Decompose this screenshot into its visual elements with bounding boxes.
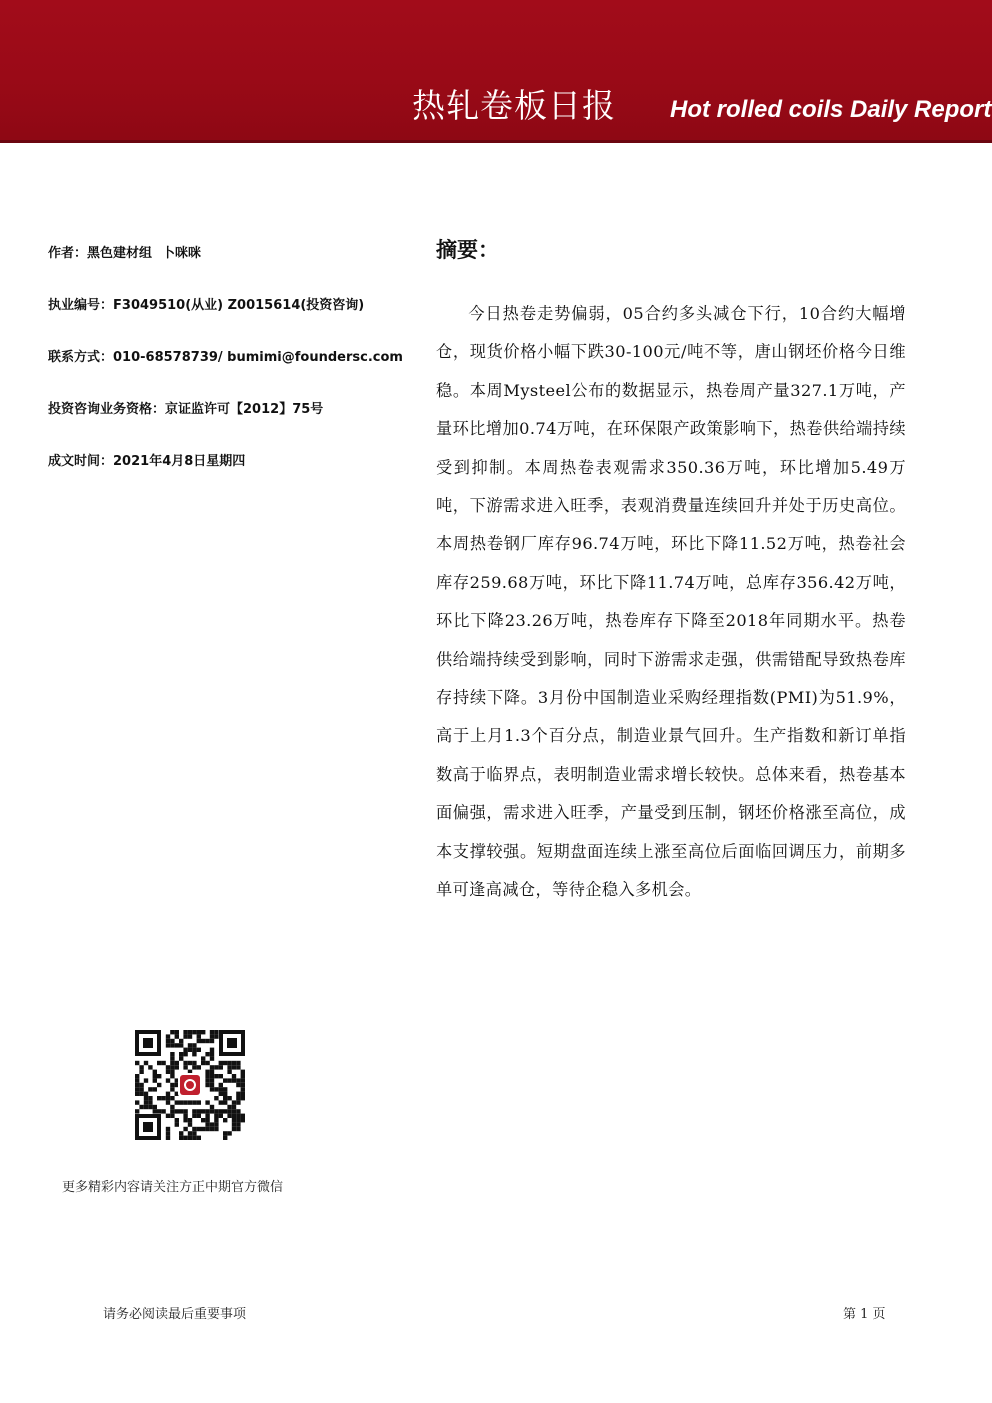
qr-module xyxy=(227,1109,231,1113)
qr-module xyxy=(205,1039,209,1043)
qr-module xyxy=(166,1100,170,1104)
qr-module xyxy=(170,1061,174,1065)
qr-module xyxy=(214,1034,218,1038)
qr-module xyxy=(236,1122,240,1126)
qr-module xyxy=(148,1065,152,1069)
license-value: F3049510(从业) Z0015614(投资咨询) xyxy=(113,298,365,313)
license-line xyxy=(48,296,364,316)
qr-module xyxy=(214,1030,218,1034)
qr-module xyxy=(205,1083,209,1087)
qr-module xyxy=(192,1052,196,1056)
qr-module xyxy=(210,1030,214,1034)
qr-module xyxy=(214,1065,218,1069)
qr-module xyxy=(183,1052,187,1056)
abstract-body: 今日热卷走势偏弱，05合约多头减仓下行，10合约大幅增仓，现货价格小幅下跌30-100元/吨不等，唐山钢坯价格今日维稳。本周Mysteel公布的数据显示，热卷周产量327.1万吨，产量环比增加0.74万吨，在环保限产政策影响下，热卷供给端持续受到抑制。本周热卷表观需求350.36万吨，环比增加5.49万吨，下游需求进入旺季，表观消费量连续回升并处于历史高位。本周热卷钢厂库存96.74万吨，环比下降11.52万吨，热卷社会库存259.68万吨，环比下降11.74万吨，总库存356.42万吨，环比下降23.26万吨，热卷库存下降至2018年同期水平。热卷供给端持续受到影响，同时下游需求走强，供需错配导致热卷库存持续下降。3月份中国制造业采购经理指数(PMI)为51.9%，高于上月1.3个百分点，制造业景气回升。生产指数和新订单指数高于临界点，表明制造业需求增长较快。总体来看，热卷基本面偏强，需求进入旺季，产量受到压制，钢坯价格涨至高位，成本支撑较强。短期盘面连续上涨至高位后面临回调压力，前期多单可逢高减仓，等待企稳入多机会。 xyxy=(436,304,906,900)
qr-module xyxy=(219,1083,223,1087)
qr-module xyxy=(197,1048,201,1052)
qr-module xyxy=(210,1048,214,1052)
qr-module xyxy=(223,1087,227,1091)
qr-module xyxy=(232,1105,236,1109)
qr-module xyxy=(223,1096,227,1100)
qualification-label: 投资咨询业务资格： xyxy=(48,402,166,417)
qr-module xyxy=(232,1114,236,1118)
qr-module xyxy=(183,1114,187,1118)
qr-module xyxy=(192,1114,196,1118)
author-label: 作者： xyxy=(48,246,88,261)
qr-module xyxy=(188,1048,192,1052)
qr-module xyxy=(170,1096,174,1100)
qr-module xyxy=(236,1100,240,1104)
qr-module xyxy=(183,1034,187,1038)
header-divider xyxy=(0,140,992,143)
qr-module xyxy=(166,1131,170,1135)
qr-module xyxy=(188,1030,192,1034)
qualification-value: 京证监许可【2012】75号 xyxy=(165,402,324,417)
qr-module xyxy=(135,1083,139,1087)
qr-module xyxy=(170,1043,174,1047)
qr-module xyxy=(157,1083,161,1087)
qr-module xyxy=(192,1136,196,1140)
qr-module xyxy=(161,1096,165,1100)
qr-module xyxy=(153,1087,157,1091)
qr-module xyxy=(175,1034,179,1038)
qr-module xyxy=(201,1056,205,1060)
qr-module xyxy=(214,1127,218,1131)
qr-module xyxy=(201,1039,205,1043)
qr-module xyxy=(210,1087,214,1091)
qr-module xyxy=(192,1030,196,1034)
qr-module xyxy=(232,1078,236,1082)
qr-module xyxy=(223,1061,227,1065)
qr-module xyxy=(236,1114,240,1118)
qr-module xyxy=(223,1092,227,1096)
qr-module xyxy=(205,1127,209,1131)
qr-module xyxy=(139,1070,143,1074)
qr-module xyxy=(135,1100,139,1104)
qr-module xyxy=(179,1052,183,1056)
qr-module xyxy=(135,1074,139,1078)
qr-module xyxy=(197,1039,201,1043)
qr-module xyxy=(170,1052,174,1056)
qr-module xyxy=(175,1122,179,1126)
qr-module xyxy=(241,1092,245,1096)
qr-module xyxy=(236,1109,240,1113)
qr-module xyxy=(175,1061,179,1065)
qr-module xyxy=(144,1105,148,1109)
qr-module xyxy=(161,1109,165,1113)
qr-module xyxy=(219,1065,223,1069)
qr-module xyxy=(205,1122,209,1126)
qr-module xyxy=(170,1083,174,1087)
footer-notice: 请务必阅读最后重要事项 xyxy=(103,1307,247,1322)
brand-logo-icon xyxy=(180,1075,200,1095)
qr-module xyxy=(201,1109,205,1113)
qr-module xyxy=(183,1065,187,1069)
qr-module xyxy=(205,1061,209,1065)
contact-label: 联系方式： xyxy=(48,350,114,365)
qr-module xyxy=(205,1100,209,1104)
qr-module xyxy=(232,1100,236,1104)
qualification-line xyxy=(48,400,323,420)
qr-module xyxy=(144,1061,148,1065)
qr-module xyxy=(236,1092,240,1096)
qr-module xyxy=(197,1127,201,1131)
report-title-cn: 热轧卷板日报 xyxy=(412,86,616,125)
date-label: 成文时间： xyxy=(48,454,114,469)
qr-module xyxy=(236,1083,240,1087)
author-name: 卜咪咪 xyxy=(162,246,202,261)
qr-module xyxy=(170,1039,174,1043)
qr-caption: 更多精彩内容请关注方正中期官方微信 xyxy=(62,1180,284,1195)
qr-module xyxy=(192,1100,196,1104)
qr-module xyxy=(183,1048,187,1052)
wechat-qr-code xyxy=(135,1030,245,1140)
qr-module xyxy=(210,1078,214,1082)
qr-module xyxy=(179,1043,183,1047)
qr-module xyxy=(153,1105,157,1109)
qr-module xyxy=(236,1061,240,1065)
qr-module xyxy=(227,1070,231,1074)
qr-module xyxy=(161,1061,165,1065)
qr-module xyxy=(170,1056,174,1060)
qr-module xyxy=(188,1061,192,1065)
qr-module xyxy=(219,1092,223,1096)
qr-module xyxy=(192,1061,196,1065)
qr-module xyxy=(210,1052,214,1056)
qr-module xyxy=(139,1083,143,1087)
qr-module xyxy=(219,1109,223,1113)
qr-module xyxy=(197,1114,201,1118)
qr-module xyxy=(135,1092,139,1096)
qr-module xyxy=(236,1065,240,1069)
qr-module xyxy=(188,1034,192,1038)
qr-module xyxy=(166,1043,170,1047)
qr-module xyxy=(210,1070,214,1074)
qr-module xyxy=(175,1109,179,1113)
qr-module xyxy=(166,1092,170,1096)
qr-module xyxy=(205,1052,209,1056)
qr-module xyxy=(241,1118,245,1122)
qr-module xyxy=(166,1065,170,1069)
qr-module xyxy=(214,1114,218,1118)
qr-module xyxy=(139,1092,143,1096)
qr-module xyxy=(166,1070,170,1074)
qr-module xyxy=(153,1078,157,1082)
qr-module xyxy=(153,1070,157,1074)
qr-module xyxy=(170,1105,174,1109)
qr-module xyxy=(192,1048,196,1052)
qr-module xyxy=(170,1065,174,1069)
qr-module xyxy=(197,1100,201,1104)
qr-module xyxy=(210,1083,214,1087)
qr-module xyxy=(188,1122,192,1126)
qr-module xyxy=(166,1127,170,1131)
qr-module xyxy=(241,1078,245,1082)
qr-module xyxy=(210,1105,214,1109)
license-label: 执业编号： xyxy=(48,298,114,313)
qr-module xyxy=(144,1092,148,1096)
qr-module xyxy=(205,1118,209,1122)
qr-module xyxy=(210,1056,214,1060)
qr-module xyxy=(201,1030,205,1034)
qr-module xyxy=(210,1122,214,1126)
qr-module xyxy=(135,1061,139,1065)
qr-module xyxy=(227,1065,231,1069)
qr-module xyxy=(139,1087,143,1091)
qr-module xyxy=(179,1131,183,1135)
qr-module xyxy=(223,1078,227,1082)
qr-module xyxy=(170,1070,174,1074)
qr-module xyxy=(166,1034,170,1038)
qr-module xyxy=(214,1109,218,1113)
qr-module xyxy=(214,1096,218,1100)
qr-module xyxy=(175,1043,179,1047)
qr-module xyxy=(166,1078,170,1082)
qr-module xyxy=(135,1078,139,1082)
qr-module xyxy=(232,1118,236,1122)
qr-module xyxy=(175,1065,179,1069)
qr-module xyxy=(170,1030,174,1034)
qr-module xyxy=(157,1109,161,1113)
qr-module xyxy=(205,1070,209,1074)
qr-module xyxy=(201,1127,205,1131)
qr-module xyxy=(153,1074,157,1078)
qr-module xyxy=(227,1131,231,1135)
qr-module xyxy=(192,1131,196,1135)
abstract-title: 摘要： xyxy=(436,238,499,262)
qr-module xyxy=(227,1078,231,1082)
qr-module xyxy=(205,1074,209,1078)
qr-module xyxy=(197,1030,201,1034)
qr-module xyxy=(179,1100,183,1104)
qr-module xyxy=(148,1096,152,1100)
qr-module xyxy=(241,1096,245,1100)
qr-module xyxy=(219,1100,223,1104)
qr-module xyxy=(210,1039,214,1043)
page-number: 第 1 页 xyxy=(843,1307,886,1322)
qr-module xyxy=(183,1100,187,1104)
qr-module xyxy=(227,1105,231,1109)
qr-module xyxy=(232,1122,236,1126)
qr-module xyxy=(188,1118,192,1122)
qr-module xyxy=(210,1034,214,1038)
qr-module xyxy=(201,1118,205,1122)
qr-module xyxy=(183,1061,187,1065)
qr-module xyxy=(188,1100,192,1104)
qr-module xyxy=(223,1131,227,1135)
contact-value: 010-68578739/ bumimi@foundersc.com xyxy=(113,350,403,365)
qr-module xyxy=(210,1065,214,1069)
qr-module xyxy=(236,1078,240,1082)
qr-module xyxy=(183,1109,187,1113)
qr-module xyxy=(201,1061,205,1065)
qr-module xyxy=(210,1074,214,1078)
qr-module xyxy=(139,1105,143,1109)
qr-module xyxy=(210,1127,214,1131)
qr-module xyxy=(241,1070,245,1074)
qr-module xyxy=(175,1100,179,1104)
qr-module xyxy=(144,1078,148,1082)
qr-module xyxy=(232,1074,236,1078)
date-line xyxy=(48,452,245,472)
qr-module xyxy=(170,1074,174,1078)
qr-module xyxy=(183,1118,187,1122)
qr-module xyxy=(223,1118,227,1122)
qr-module xyxy=(170,1114,174,1118)
qr-module xyxy=(197,1034,201,1038)
qr-module xyxy=(223,1136,227,1140)
qr-module xyxy=(175,1118,179,1122)
qr-module xyxy=(170,1109,174,1113)
qr-module xyxy=(179,1056,183,1060)
qr-module xyxy=(214,1122,218,1126)
qr-module xyxy=(214,1118,218,1122)
qr-module xyxy=(205,1109,209,1113)
qr-module xyxy=(179,1136,183,1140)
report-title-en: Hot rolled coils Daily Report xyxy=(670,96,992,123)
qr-module xyxy=(219,1074,223,1078)
qr-module xyxy=(236,1127,240,1131)
qr-module xyxy=(175,1030,179,1034)
qr-module xyxy=(214,1074,218,1078)
qr-module xyxy=(214,1087,218,1091)
qr-module xyxy=(241,1087,245,1091)
qr-module xyxy=(183,1136,187,1140)
qr-module xyxy=(205,1114,209,1118)
qr-module xyxy=(135,1087,139,1091)
qr-module xyxy=(241,1114,245,1118)
qr-module xyxy=(192,1043,196,1047)
qr-module xyxy=(166,1096,170,1100)
qr-module xyxy=(236,1118,240,1122)
qr-module xyxy=(144,1096,148,1100)
qr-module xyxy=(219,1087,223,1091)
qr-module xyxy=(153,1109,157,1113)
qr-module xyxy=(227,1114,231,1118)
qr-module xyxy=(139,1065,143,1069)
qr-module xyxy=(166,1136,170,1140)
qr-module xyxy=(223,1109,227,1113)
qr-module xyxy=(188,1131,192,1135)
qr-module xyxy=(232,1109,236,1113)
qr-module xyxy=(219,1114,223,1118)
qr-module xyxy=(183,1127,187,1131)
qr-module xyxy=(227,1061,231,1065)
qr-module xyxy=(232,1127,236,1131)
qr-module xyxy=(148,1087,152,1091)
qr-module xyxy=(148,1105,152,1109)
qr-module xyxy=(223,1100,227,1104)
qr-module xyxy=(210,1109,214,1113)
qr-module xyxy=(241,1074,245,1078)
author-line xyxy=(48,244,201,264)
author-group: 黑色建材组 xyxy=(87,246,153,261)
qr-module xyxy=(232,1065,236,1069)
qr-module xyxy=(205,1078,209,1082)
qr-module xyxy=(183,1030,187,1034)
qr-module xyxy=(157,1096,161,1100)
qr-module xyxy=(166,1114,170,1118)
qr-module xyxy=(148,1100,152,1104)
qr-module xyxy=(135,1109,139,1113)
qr-module xyxy=(179,1039,183,1043)
qr-module xyxy=(188,1136,192,1140)
qr-module xyxy=(197,1136,201,1140)
qr-module xyxy=(170,1087,174,1091)
qr-module xyxy=(197,1065,201,1069)
qr-module xyxy=(241,1083,245,1087)
qr-module xyxy=(179,1109,183,1113)
date-value: 2021年4月8日星期四 xyxy=(113,454,246,469)
qr-module xyxy=(192,1065,196,1069)
qr-module xyxy=(197,1109,201,1113)
qr-module xyxy=(227,1096,231,1100)
qr-module xyxy=(166,1039,170,1043)
qr-module xyxy=(157,1074,161,1078)
qr-module xyxy=(236,1096,240,1100)
qr-module xyxy=(192,1127,196,1131)
contact-line xyxy=(48,348,403,368)
qr-module xyxy=(157,1061,161,1065)
qr-module xyxy=(219,1061,223,1065)
qr-module xyxy=(188,1043,192,1047)
qr-module xyxy=(144,1100,148,1104)
qr-module xyxy=(232,1061,236,1065)
qr-module xyxy=(192,1109,196,1113)
